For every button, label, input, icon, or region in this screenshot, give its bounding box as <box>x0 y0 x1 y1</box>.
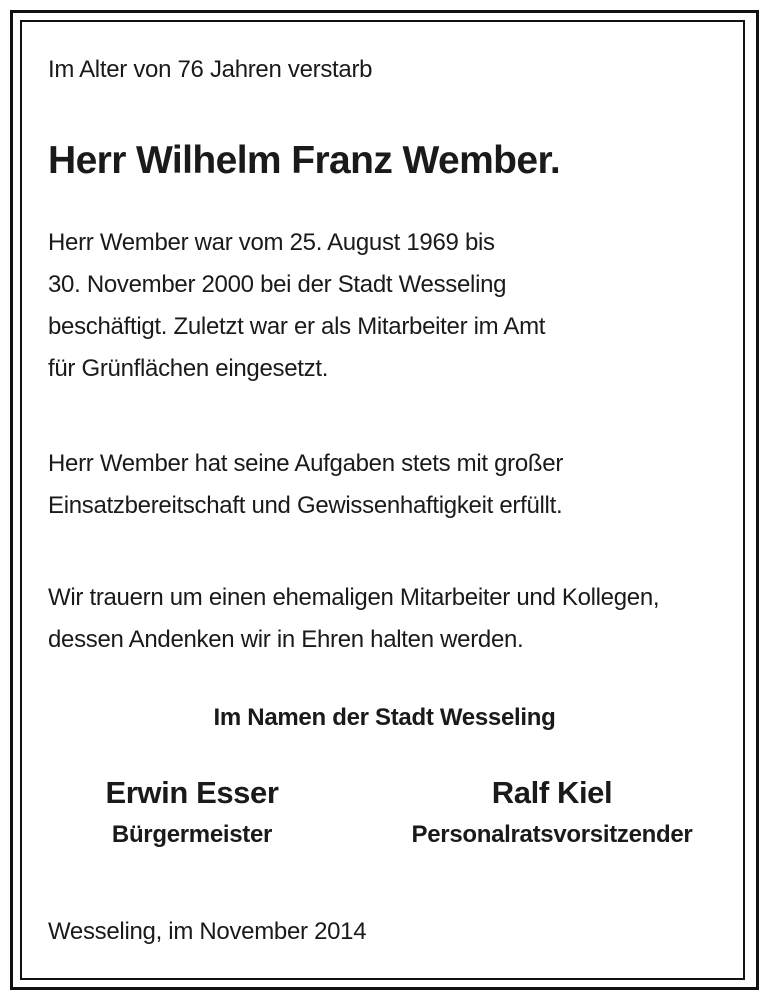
paragraph-mourning <box>48 577 659 661</box>
paragraph-employment <box>48 222 545 390</box>
deceased-name: Herr Wilhelm Franz Wember. <box>48 139 561 182</box>
paragraph-line: 30. November 2000 bei der Stadt Wesseling <box>48 271 507 298</box>
paragraph-line: Herr Wember hat seine Aufgaben stets mit großer <box>48 450 564 477</box>
signer-staff-council <box>372 774 732 850</box>
paragraph-line: Einsatzbereitschaft und Gewissenhaftigkeit erfüllt. <box>48 492 563 519</box>
on-behalf-heading: Im Namen der Stadt Wesseling <box>213 704 556 731</box>
paragraph-line: beschäftigt. Zuletzt war er als Mitarbeiter im Amt <box>48 313 546 340</box>
paragraph-line: für Grünflächen eingesetzt. <box>48 355 329 382</box>
signer-name: Ralf Kiel <box>491 775 613 810</box>
paragraph-line: dessen Andenken wir in Ehren halten werden. <box>48 626 524 653</box>
paragraph-dedication <box>48 443 563 527</box>
signer-role: Personalratsvorsitzender <box>411 821 693 848</box>
intro-text: Im Alter von 76 Jahren verstarb <box>48 56 373 83</box>
signer-mayor <box>12 774 372 850</box>
paragraph-line: Wir trauern um einen ehemaligen Mitarbeiter und Kollegen, <box>48 584 660 611</box>
paragraph-line: Herr Wember war vom 25. August 1969 bis <box>48 229 495 256</box>
closing-place-date: Wesseling, im November 2014 <box>48 918 367 945</box>
signer-role: Bürgermeister <box>111 821 273 848</box>
signer-name: Erwin Esser <box>105 775 279 810</box>
